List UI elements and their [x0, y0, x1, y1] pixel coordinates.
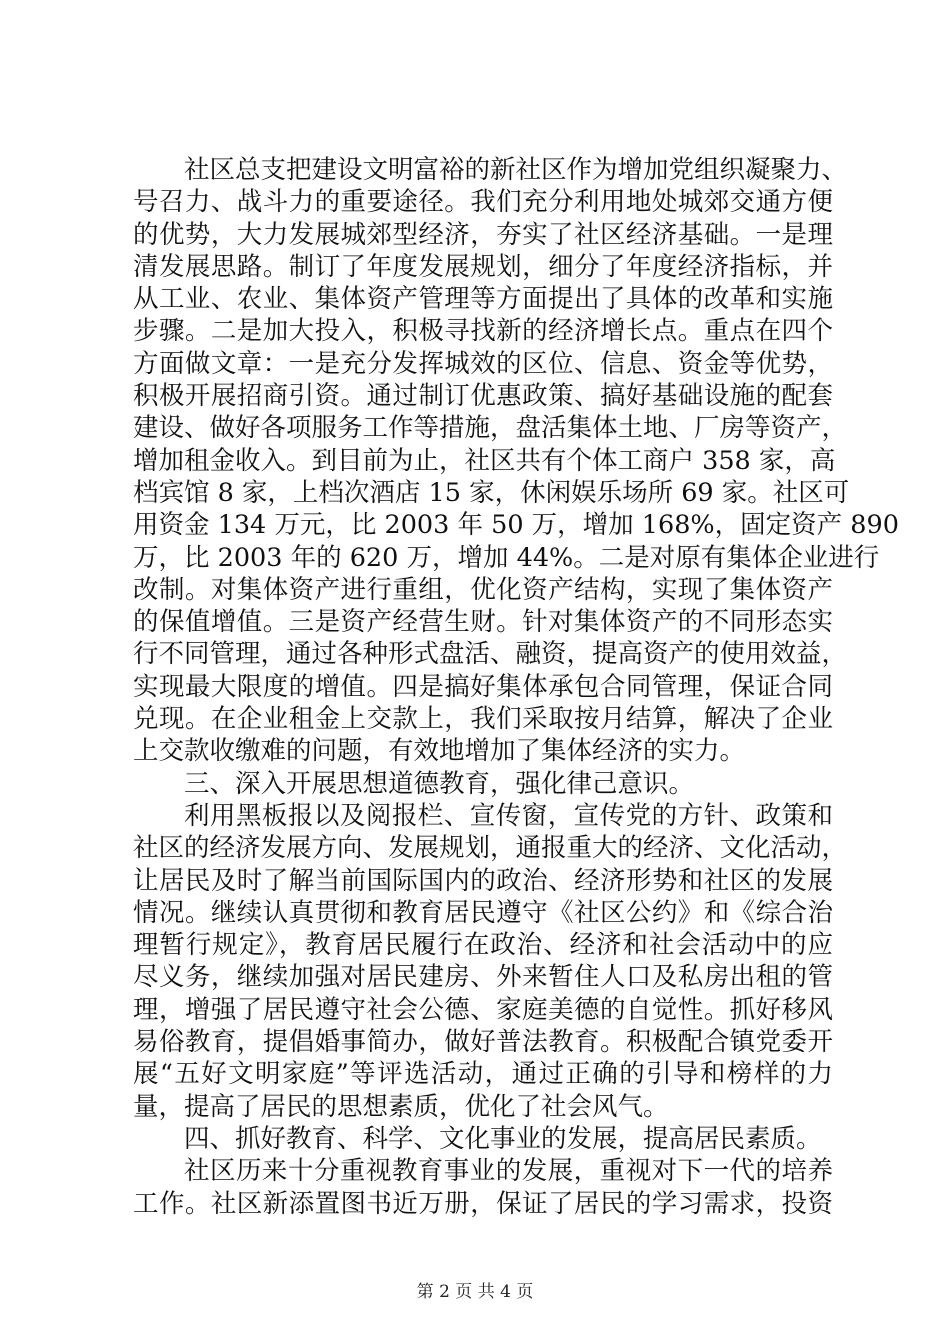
- paragraph-economy-line: 万，比 2003 年的 620 万，增加 44%。二是对原有集体企业进行: [133, 542, 880, 573]
- paragraph-economy-line: 清发展思路。制订了年度发展规划，细分了年度经济指标，并: [133, 251, 833, 282]
- paragraph-moral-education-line: 尽义务，继续加强对居民建房、外来暂住人口及私房出租的管: [133, 962, 833, 993]
- paragraph-economy-line: 步骤。二是加大投入，积极寻找新的经济增长点。重点在四个: [133, 316, 833, 347]
- paragraph-moral-education-line: 理暂行规定》，教育居民履行在政治、经济和社会活动中的应: [133, 930, 833, 961]
- paragraph-education-line: 社区历来十分重视教育事业的发展，重视对下一代的培养: [184, 1156, 833, 1187]
- paragraph-moral-education-line: 情况。继续认真贯彻和教育居民遵守《社区公约》和《综合治: [133, 897, 833, 928]
- page-number-footer: 第 2 页 共 4 页: [416, 1282, 534, 1302]
- paragraph-economy-line: 上交款收缴难的问题，有效地增加了集体经济的实力。: [133, 736, 746, 767]
- paragraph-economy-line: 的保值增值。三是资产经营生财。针对集体资产的不同形态实: [133, 607, 833, 638]
- paragraph-moral-education-line: 理，增强了居民遵守社会公德、家庭美德的自觉性。抓好移风: [133, 994, 833, 1025]
- document-body: [133, 154, 899, 1220]
- paragraph-economy-line: 积极开展招商引资。通过制订优惠政策、搞好基础设施的配套: [133, 381, 833, 412]
- paragraph-economy-line: 从工业、农业、集体资产管理等方面提出了具体的改革和实施: [133, 284, 833, 315]
- paragraph-economy-line: 档宾馆 8 家，上档次酒店 15 家，休闲娱乐场所 69 家。社区可: [133, 477, 850, 508]
- paragraph-economy-line: 改制。对集体资产进行重组，优化资产结构，实现了集体资产: [133, 574, 833, 605]
- paragraph-moral-education-line: 展“五好文明家庭”等评选活动，通过正确的引导和榜样的力: [133, 1059, 833, 1090]
- section-heading-three: 三、深入开展思想道德教育，强化律己意识。: [184, 768, 695, 799]
- section-heading-four: 四、抓好教育、科学、文化事业的发展，提高居民素质。: [184, 1123, 822, 1154]
- paragraph-moral-education-line: 利用黑板报以及阅报栏、宣传窗，宣传党的方针、政策和: [184, 800, 833, 831]
- paragraph-economy-line: 号召力、战斗力的重要途径。我们充分利用地处城郊交通方便: [133, 187, 833, 218]
- paragraph-economy-line: 建设、做好各项服务工作等措施，盘活集体土地、厂房等资产，: [133, 413, 848, 444]
- paragraph-economy-line: 行不同管理，通过各种形式盘活、融资，提高资产的使用效益，: [133, 639, 848, 670]
- paragraph-moral-education-line: 量，提高了居民的思想素质，优化了社会风气。: [133, 1091, 669, 1122]
- paragraph-economy-line: 方面做文章：一是充分发挥城效的区位、信息、资金等优势，: [133, 348, 833, 379]
- paragraph-education-line: 工作。社区新添置图书近万册，保证了居民的学习需求，投资: [133, 1188, 833, 1219]
- paragraph-economy-line: 实现最大限度的增值。四是搞好集体承包合同管理，保证合同: [133, 671, 833, 702]
- paragraph-moral-education-line: 社区的经济发展方向、发展规划，通报重大的经济、文化活动，: [133, 833, 848, 864]
- paragraph-moral-education-line: 让居民及时了解当前国际国内的政治、经济形势和社区的发展: [133, 865, 833, 896]
- paragraph-economy-line: 社区总支把建设文明富裕的新社区作为增加党组织凝聚力、: [184, 155, 848, 185]
- paragraph-economy-line: 用资金 134 万元，比 2003 年 50 万，增加 168%，固定资产 890: [133, 510, 899, 541]
- paragraph-economy-line: 的优势，大力发展城郊型经济，夯实了社区经济基础。一是理: [133, 219, 833, 250]
- paragraph-economy-line: 增加租金收入。到目前为止，社区共有个体工商户 358 家，高: [133, 445, 836, 476]
- paragraph-moral-education-line: 易俗教育，提倡婚事简办，做好普法教育。积极配合镇党委开: [133, 1027, 833, 1058]
- paragraph-economy-line: 兑现。在企业租金上交款上，我们采取按月结算，解决了企业: [133, 704, 833, 735]
